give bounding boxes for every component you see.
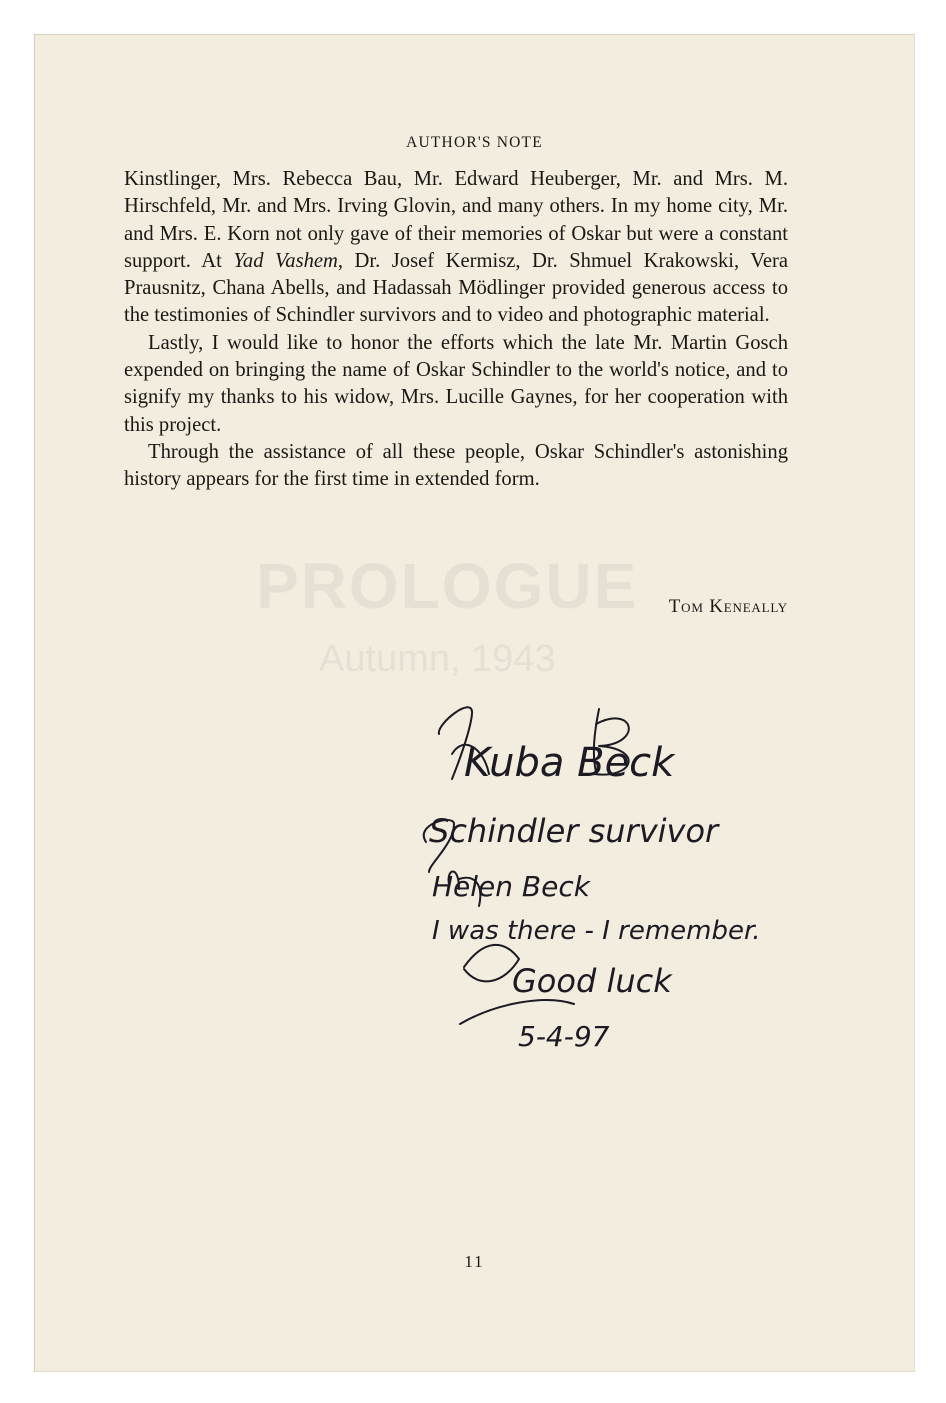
- inscription-line-3: Helen Beck: [432, 870, 590, 903]
- show-through-title: PROLOGUE: [256, 550, 639, 622]
- inscription-line-1: Kuba Beck: [464, 740, 675, 786]
- inscription-line-4: I was there - I remember.: [432, 916, 761, 946]
- inscription-line-6: 5-4-97: [518, 1020, 610, 1053]
- inscription-line-2: Schindler survivor: [429, 812, 719, 850]
- paragraph-lastly: Lastly, I would like to honor the efforts which the late Mr. Martin Gosch expended on bringing the name of Oskar Schindler to the world's notice, and to signify my thanks to his widow, Mrs. Lucille Gaynes, for her cooperation with this project.: [124, 331, 788, 436]
- author-signature: Tom Keneally: [668, 596, 788, 617]
- inscription-line-5: Good luck: [512, 962, 672, 1000]
- italic-yad-vashem: Yad Vashem: [233, 249, 338, 272]
- running-header: AUTHOR'S NOTE: [406, 134, 543, 151]
- paragraph-through: Through the assistance of all these people, Oskar Schindler's astonishing history appears for the first time in extended form.: [124, 440, 788, 491]
- book-page: [34, 34, 915, 1372]
- show-through-subtitle: Autumn, 1943: [319, 638, 556, 680]
- page-number: 11: [464, 1252, 485, 1271]
- author-note-body: [124, 166, 788, 494]
- paragraph-acknowledgements: Kinstlinger, Mrs. Rebecca Bau, Mr. Edward Heuberger, Mr. and Mrs. M. Hirschfeld, Mr. and Mrs. Irving Glovin, and many others. In my home city, Mr. and Mrs. E. Korn not only gave of their memories of Oskar but were a constant support. At Yad Vashem, Dr. Josef Kermisz, Dr. Shmuel Krakowski, Vera Prausnitz, Chana Abells, and Hadassah Mödlinger provided generous access to the testimonies of Schindler survivors and to video and photographic material.: [124, 168, 788, 327]
